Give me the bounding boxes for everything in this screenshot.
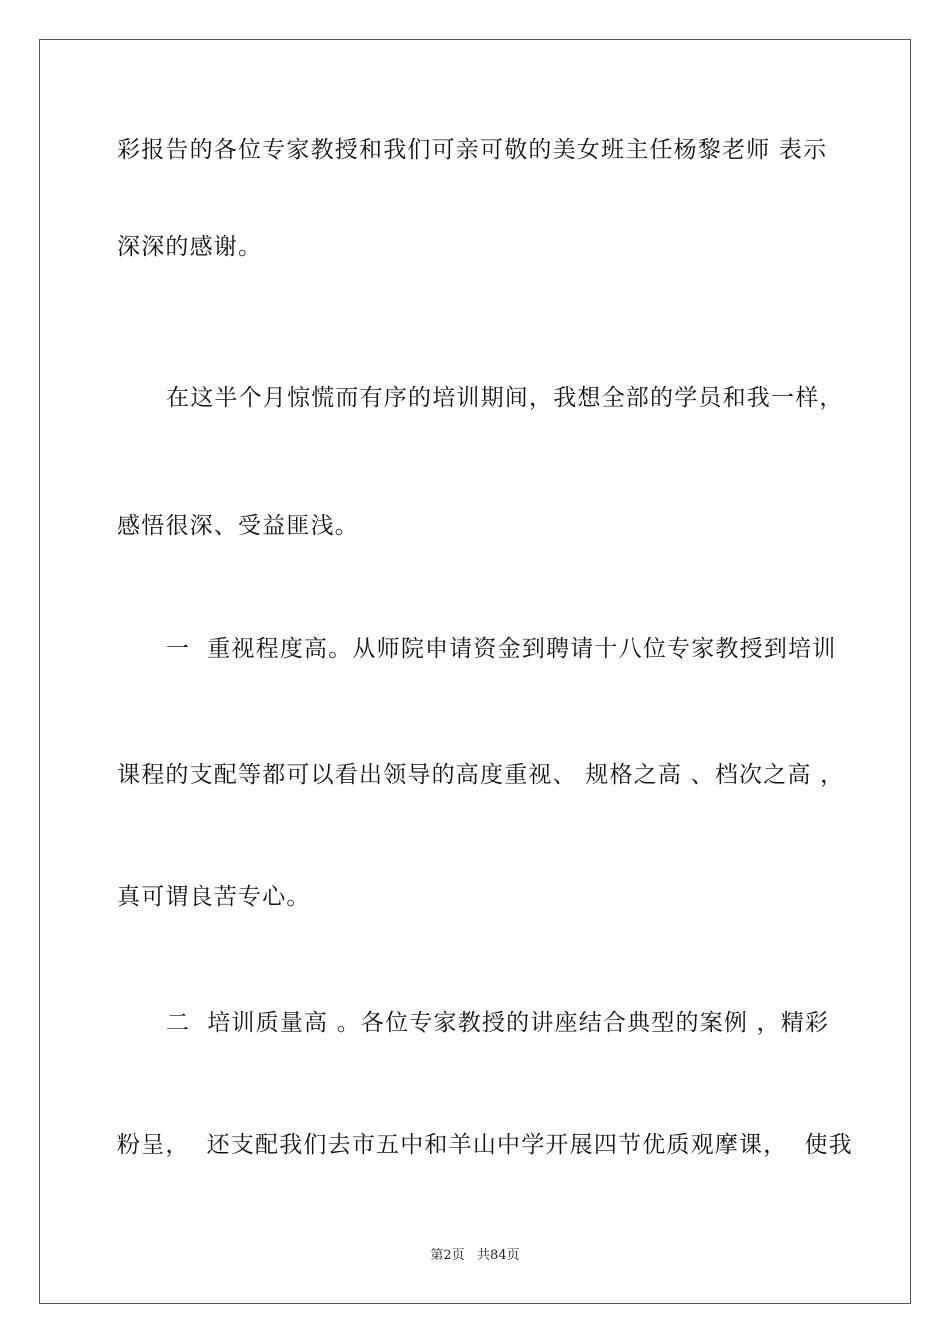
paragraph-line: 深深的感谢。 [117,234,263,260]
page-frame [39,39,911,1304]
paragraph-line: 真可谓良苦专心。 [117,884,311,910]
paragraph-line: 二 培训质量高 。各位专家教授的讲座结合典型的案例 ，精彩 [166,1010,830,1036]
paragraph-line: 课程的支配等都可以看出领导的高度重视、 规格之高 、档次之高 ， [117,762,845,788]
paragraph-line: 彩报告的各位专家教授和我们可亲可敬的美女班主任杨黎老师 表示 [117,137,828,163]
paragraph-line: 一 重视程度高。从师院申请资金到聘请十八位专家教授到培训 [166,636,837,662]
paragraph-line: 粉呈， 还支配我们去市五中和羊山中学开展四节优质观摩课， 使我 [117,1132,853,1158]
paragraph-line: 感悟很深、受益匪浅。 [117,513,359,539]
page-number-footer: 第2页 共84页 [430,1248,520,1263]
paragraph-line: 在这半个月惊慌而有序的培训期间，我想全部的学员和我一样， [166,385,844,411]
